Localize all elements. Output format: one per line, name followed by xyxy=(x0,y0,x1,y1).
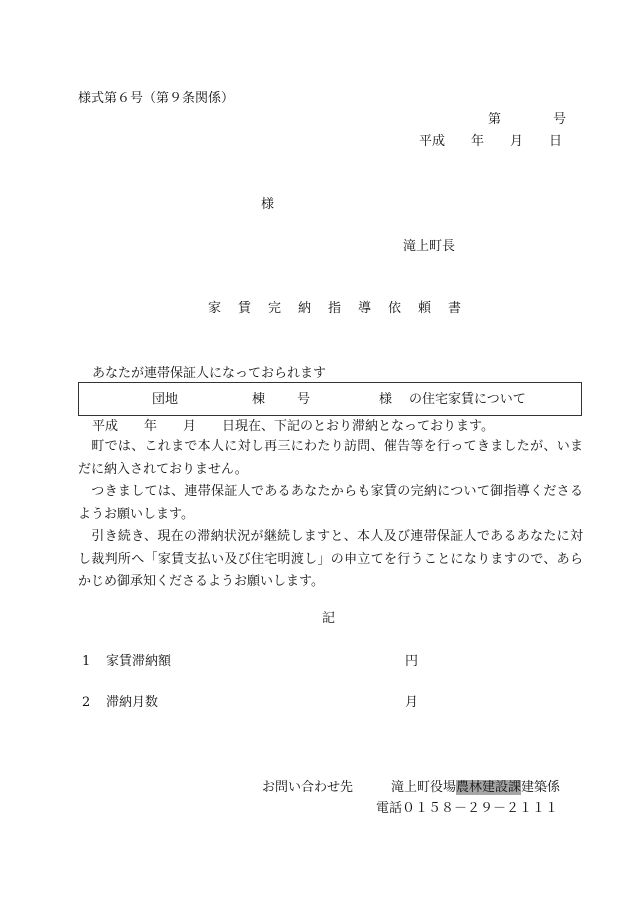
intro-line: あなたが連帯保証人になっておられます xyxy=(92,366,327,381)
paragraph-3: 引き続き、現在の滞納状況が継続しますと、本人及び連帯保証人であるあなたに対し裁判所へ「家賃支払い及び住宅明渡し」の申立てを行うことになりますので、あらかじめ御承知くださるようお願いします。 xyxy=(78,529,583,589)
box-sama: 様 xyxy=(379,392,393,407)
box-danchi: 団地 xyxy=(152,392,179,407)
office-prefix: 滝上町役場 xyxy=(391,780,457,795)
paragraph-1: 町では、これまで本人に対し再三にわたり訪問、催告等を行ってきましたが、いまだに納入されておりません。 xyxy=(78,439,583,477)
item-2-unit: 月 xyxy=(405,695,419,710)
contact-label: お問い合わせ先 xyxy=(262,780,354,795)
addressee-suffix: 様 xyxy=(261,197,275,212)
item-2-number: 2 xyxy=(82,695,91,710)
form-label: 様式第６号（第９条関係） xyxy=(78,91,235,106)
issue-date: 平成 年 月 日 xyxy=(419,134,563,149)
contact-office xyxy=(391,780,560,796)
box-tou: 棟 xyxy=(252,392,266,407)
item-1-unit: 円 xyxy=(405,654,419,669)
contact-phone: 電話０１５８－２９－２１１１ xyxy=(376,801,559,816)
office-suffix: 建築係 xyxy=(521,780,561,795)
item-1-number: 1 xyxy=(82,654,91,669)
document-title: 家賃完納指導依頼書 xyxy=(208,301,479,316)
as-of-line: 平成 年 月 日現在、下記のとおり滞納となっております。 xyxy=(92,419,494,434)
item-1-label: 家賃滞納額 xyxy=(106,654,172,669)
box-gou: 号 xyxy=(297,392,311,407)
ki-heading: 記 xyxy=(322,611,336,626)
property-box xyxy=(78,382,582,416)
document-number: 第 号 xyxy=(488,112,567,127)
box-rest: の住宅家賃について xyxy=(409,392,526,407)
item-2-label: 滞納月数 xyxy=(106,695,159,710)
sender-name: 滝上町長 xyxy=(403,239,456,254)
paragraph-2: つきましては、連帯保証人であるあなたからも家賃の完納について御指導くださるようお願いします。 xyxy=(78,484,583,522)
office-highlight: 農林建設課 xyxy=(456,780,522,795)
